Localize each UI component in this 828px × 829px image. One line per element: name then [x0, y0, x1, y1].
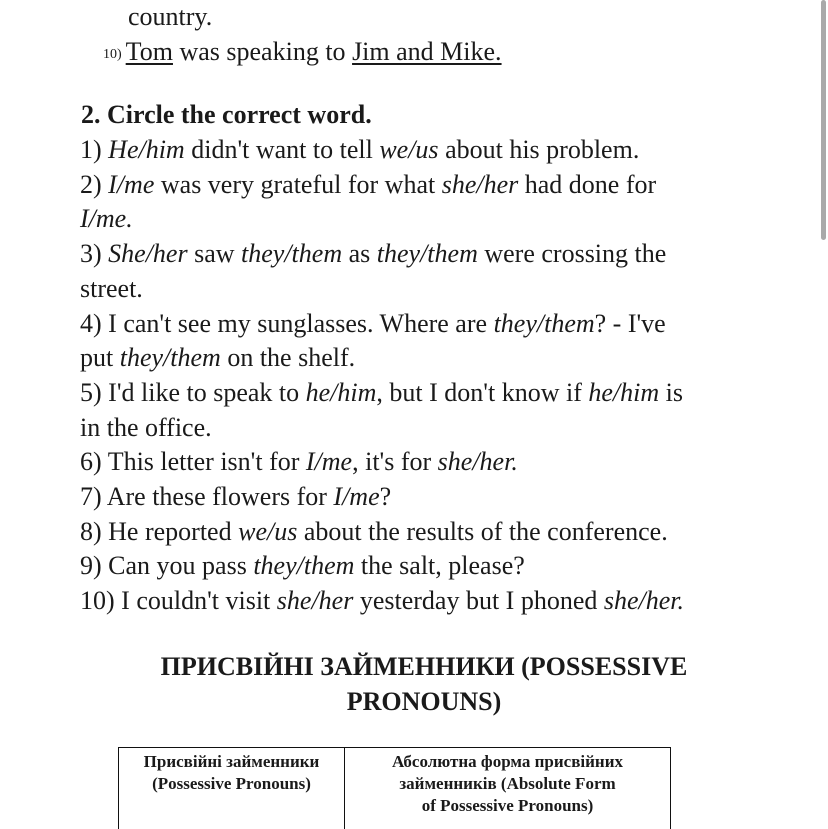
header-text: Присвійні займенники	[125, 751, 338, 773]
sentence-text: ? - I've	[595, 309, 666, 338]
sentence-text: about his problem.	[439, 135, 640, 164]
table-header-possessive	[119, 748, 345, 829]
pronoun-choice: she/her.	[438, 447, 518, 476]
sentence-text: 7) Are these flowers for	[80, 482, 333, 511]
sentence-text: yesterday but I phoned	[353, 586, 604, 615]
exercise-line	[80, 447, 518, 477]
sentence-text: , but I don't know if	[376, 378, 588, 407]
table-header-row	[119, 748, 671, 829]
exercise-line	[80, 204, 133, 234]
sentence-text: in the office.	[80, 413, 212, 442]
sentence-text: had done for	[518, 170, 656, 199]
sentence-text: put	[80, 343, 120, 372]
exercise-line	[80, 378, 683, 408]
sentence-text: 1)	[80, 135, 108, 164]
sentence-text: was very grateful for what	[154, 170, 441, 199]
exercise-line	[80, 239, 666, 269]
pronoun-choice: they/them	[253, 551, 354, 580]
sentence-text: 10) I couldn't visit	[80, 586, 277, 615]
sentence-text: 4) I can't see my sunglasses. Where are	[80, 309, 494, 338]
sentence-text: saw	[188, 239, 241, 268]
sentence-text: 6) This letter isn't for	[80, 447, 306, 476]
pronoun-choice: I/me	[108, 170, 154, 199]
exercise-line	[80, 586, 684, 616]
pronoun-choice: they/them	[494, 309, 595, 338]
pronoun-choice: she/her.	[604, 586, 684, 615]
sentence-text: ?	[380, 482, 392, 511]
exercise-line	[80, 274, 143, 304]
header-text: (Possessive Pronouns)	[125, 773, 338, 795]
exercise-line	[80, 135, 639, 165]
pronoun-choice: She/her	[108, 239, 187, 268]
exercise-2-title: 2. Circle the correct word.	[81, 100, 372, 130]
header-text: Абсолютна форма присвійних	[351, 751, 664, 773]
underlined-object: Jim and Mike.	[352, 37, 502, 66]
exercise-line	[80, 517, 668, 547]
scrollbar[interactable]	[821, 0, 826, 240]
item-number: 10)	[103, 47, 122, 62]
header-text: займенників (Absolute Form	[351, 773, 664, 795]
pronoun-choice: I/me.	[80, 204, 133, 233]
pronoun-choice: they/them	[120, 343, 221, 372]
sentence-text: 2)	[80, 170, 108, 199]
sentence-text: street.	[80, 274, 143, 303]
pronoun-choice: she/her	[442, 170, 519, 199]
sentence-text: 9) Can you pass	[80, 551, 253, 580]
sentence-text: about the results of the conference.	[297, 517, 667, 546]
possessive-pronouns-table	[118, 747, 671, 829]
exercise-line	[80, 309, 666, 339]
pronoun-choice: we/us	[379, 135, 438, 164]
table-header-absolute	[345, 748, 671, 829]
pronoun-choice: I/me	[306, 447, 352, 476]
prev-item-10	[103, 37, 502, 70]
exercise-line	[80, 343, 355, 373]
sentence-text: , it's for	[352, 447, 438, 476]
header-text: of Possessive Pronouns)	[351, 795, 664, 817]
section-heading-line-1: ПРИСВІЙНІ ЗАЙМЕННИКИ (POSSESSIVE	[0, 650, 828, 684]
sentence-text: the salt, please?	[354, 551, 524, 580]
exercise-line	[80, 170, 656, 200]
pronoun-choice: she/her	[277, 586, 354, 615]
sentence-text: 8) He reported	[80, 517, 238, 546]
pronoun-choice: he/him	[588, 378, 659, 407]
prev-line-country: country.	[128, 2, 212, 32]
underlined-subject: Tom	[126, 37, 173, 66]
exercise-line	[80, 482, 391, 512]
exercise-line	[80, 413, 212, 443]
sentence-text: as	[342, 239, 377, 268]
section-heading-line-2: PRONOUNS)	[0, 685, 828, 719]
pronoun-choice: He/him	[108, 135, 185, 164]
sentence-text: was speaking to	[173, 37, 352, 66]
sentence-text: didn't want to tell	[185, 135, 380, 164]
sentence-text: were crossing the	[478, 239, 666, 268]
pronoun-choice: they/them	[377, 239, 478, 268]
sentence-text: 3)	[80, 239, 108, 268]
sentence-text: is	[659, 378, 683, 407]
pronoun-choice: he/him	[306, 378, 377, 407]
pronoun-choice: we/us	[238, 517, 297, 546]
pronoun-choice: they/them	[241, 239, 342, 268]
pronoun-choice: I/me	[333, 482, 379, 511]
sentence-text: 5) I'd like to speak to	[80, 378, 306, 407]
exercise-line	[80, 551, 525, 581]
sentence-text: on the shelf.	[221, 343, 355, 372]
